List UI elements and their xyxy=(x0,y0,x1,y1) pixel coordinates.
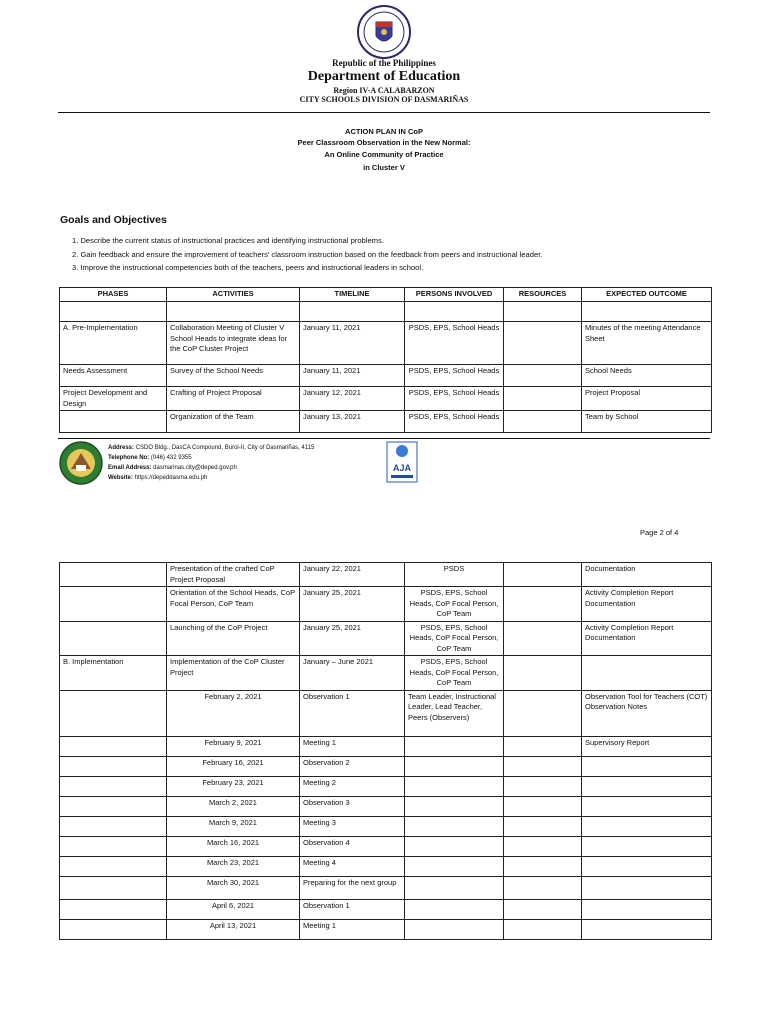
table-row xyxy=(60,587,712,622)
table-cell: Preparing for the next group xyxy=(300,876,405,899)
table-cell: January 22, 2021 xyxy=(300,563,405,587)
email-value: dasmarinas.city@deped.gov.ph xyxy=(153,465,237,471)
objective-item: 1. Describe the current status of instructional practices and identifying instructional problems. xyxy=(72,236,384,245)
table-cell xyxy=(504,816,582,836)
division-label: CITY SCHOOLS DIVISION OF DASMARIÑAS xyxy=(299,95,469,104)
republic-label: Republic of the Philippines xyxy=(332,58,436,68)
table-row xyxy=(60,756,712,776)
table-cell xyxy=(60,563,167,587)
table-cell: Supervisory Report xyxy=(582,736,712,756)
column-header: PHASES xyxy=(60,288,167,302)
table-row xyxy=(60,411,712,433)
table-cell xyxy=(504,756,582,776)
table-cell xyxy=(405,856,504,876)
table-cell xyxy=(60,856,167,876)
column-header: TIMELINE xyxy=(300,288,405,302)
department-title: Department of Education xyxy=(307,69,461,84)
table-cell: January 25, 2021 xyxy=(300,621,405,656)
objective-item: 3. Improve the instructional competencies both of the teachers, peers and instructional leaders in school. xyxy=(72,263,424,272)
table-cell xyxy=(504,736,582,756)
table-cell xyxy=(504,621,582,656)
table-cell xyxy=(504,563,582,587)
region-label: Region IV-A CALABARZON xyxy=(333,86,435,95)
table-cell xyxy=(405,919,504,939)
table-cell xyxy=(60,816,167,836)
table-cell: April 13, 2021 xyxy=(167,919,300,939)
table-cell xyxy=(405,899,504,919)
table-cell: Crafting of Project Proposal xyxy=(167,387,300,411)
table-cell xyxy=(504,365,582,387)
table-cell xyxy=(582,656,712,691)
table-cell xyxy=(405,876,504,899)
table-row xyxy=(60,387,712,411)
table-cell xyxy=(504,587,582,622)
table-cell: Observation 4 xyxy=(300,836,405,856)
table-row xyxy=(60,322,712,365)
table-row xyxy=(60,621,712,656)
goals-heading: Goals and Objectives xyxy=(60,214,167,226)
table-cell: Observation Tool for Teachers (COT) Observation Notes xyxy=(582,690,712,736)
table-row xyxy=(60,690,712,736)
table-cell: April 6, 2021 xyxy=(167,899,300,919)
table-cell: January – June 2021 xyxy=(300,656,405,691)
table-cell: January 13, 2021 xyxy=(300,411,405,433)
table-row xyxy=(60,736,712,756)
table-cell xyxy=(582,876,712,899)
table-row xyxy=(60,302,712,322)
web-label: Website: xyxy=(108,475,133,481)
table-cell xyxy=(60,756,167,776)
table-cell xyxy=(582,856,712,876)
header-divider xyxy=(58,112,710,113)
title-line-3: An Online Community of Practice xyxy=(324,150,444,159)
table-cell: Project Development and Design xyxy=(60,387,167,411)
column-header: ACTIVITIES xyxy=(167,288,300,302)
table-cell xyxy=(504,656,582,691)
table-cell xyxy=(504,836,582,856)
title-line-2: Peer Classroom Observation in the New Normal: xyxy=(297,138,471,147)
table-row xyxy=(60,365,712,387)
table-cell xyxy=(405,756,504,776)
table-row xyxy=(60,776,712,796)
table-cell xyxy=(405,836,504,856)
table-cell xyxy=(504,690,582,736)
table-cell: Meeting 4 xyxy=(300,856,405,876)
table-cell xyxy=(504,856,582,876)
table-cell: January 12, 2021 xyxy=(300,387,405,411)
table-cell: Survey of the School Needs xyxy=(167,365,300,387)
table-cell xyxy=(504,387,582,411)
table-row xyxy=(60,656,712,691)
table-row xyxy=(60,919,712,939)
table-cell xyxy=(504,411,582,433)
table-cell: Observation 1 xyxy=(300,690,405,736)
table-cell: Collaboration Meeting of Cluster V School Heads to integrate ideas for the CoP Cluster Project xyxy=(167,322,300,365)
table-cell xyxy=(405,816,504,836)
table-cell xyxy=(60,919,167,939)
table-cell: February 2, 2021 xyxy=(167,690,300,736)
table-row xyxy=(60,816,712,836)
table-row xyxy=(60,876,712,899)
table-cell: Team Leader, Instructional Leader, Lead Teacher, Peers (Observers) xyxy=(405,690,504,736)
table-cell: February 23, 2021 xyxy=(167,776,300,796)
table-cell xyxy=(60,621,167,656)
table-cell xyxy=(504,796,582,816)
table-cell: March 16, 2021 xyxy=(167,836,300,856)
table-cell: PSDS, EPS, School Heads xyxy=(405,322,504,365)
badge-text: AJA xyxy=(392,463,412,473)
table-cell xyxy=(405,736,504,756)
title-line-4: in Cluster V xyxy=(363,163,405,172)
table-cell: Orientation of the School Heads, CoP Focal Person, CoP Team xyxy=(167,587,300,622)
table-cell: March 30, 2021 xyxy=(167,876,300,899)
objective-item: 2. Gain feedback and ensure the improvement of teachers' classroom instruction based on the feedback from peers and instructional leader. xyxy=(72,250,543,259)
title-line-1: ACTION PLAN IN CoP xyxy=(345,127,423,136)
table-cell xyxy=(504,322,582,365)
table-cell xyxy=(60,836,167,856)
table-cell xyxy=(405,796,504,816)
table-cell xyxy=(504,776,582,796)
table-cell: PSDS xyxy=(405,563,504,587)
table-cell xyxy=(582,756,712,776)
table-cell: March 23, 2021 xyxy=(167,856,300,876)
table-row xyxy=(60,856,712,876)
column-header: PERSONS INVOLVED xyxy=(405,288,504,302)
table-cell: Observation 2 xyxy=(300,756,405,776)
deped-seal-logo xyxy=(354,4,414,60)
table-cell: March 2, 2021 xyxy=(167,796,300,816)
table-cell: January 11, 2021 xyxy=(300,322,405,365)
table-cell xyxy=(504,899,582,919)
table-header-row xyxy=(60,288,712,302)
address-label: Address: xyxy=(108,445,135,451)
table-cell: Team by School xyxy=(582,411,712,433)
table-cell xyxy=(60,736,167,756)
table-cell: Activity Completion Report Documentation xyxy=(582,587,712,622)
table-cell: January 25, 2021 xyxy=(300,587,405,622)
table-cell xyxy=(582,796,712,816)
aja-certification-badge xyxy=(386,441,418,489)
email-label: Email Address: xyxy=(108,465,152,471)
table-cell: Meeting 1 xyxy=(300,919,405,939)
table-cell: Activity Completion Report Documentation xyxy=(582,621,712,656)
column-header: EXPECTED OUTCOME xyxy=(582,288,712,302)
action-plan-table-page1 xyxy=(59,287,712,433)
table-cell: Project Proposal xyxy=(582,387,712,411)
table-cell xyxy=(60,690,167,736)
table-row xyxy=(60,563,712,587)
table-cell: PSDS, EPS, School Heads, CoP Focal Person, CoP Team xyxy=(405,621,504,656)
table-cell xyxy=(504,919,582,939)
table-cell: Documentation xyxy=(582,563,712,587)
table-cell xyxy=(60,899,167,919)
footer-divider xyxy=(58,438,710,439)
table-cell: Needs Assessment xyxy=(60,365,167,387)
table-cell: February 16, 2021 xyxy=(167,756,300,776)
table-cell: January 11, 2021 xyxy=(300,365,405,387)
table-cell xyxy=(582,836,712,856)
table-cell: B. Implementation xyxy=(60,656,167,691)
table-cell: PSDS, EPS, School Heads xyxy=(405,365,504,387)
table-cell: Launching of the CoP Project xyxy=(167,621,300,656)
table-cell xyxy=(60,587,167,622)
table-row xyxy=(60,899,712,919)
table-cell xyxy=(60,411,167,433)
table-cell: PSDS, EPS, School Heads xyxy=(405,411,504,433)
division-logo xyxy=(59,441,103,485)
table-cell: Implementation of the CoP Cluster Project xyxy=(167,656,300,691)
table-cell xyxy=(405,776,504,796)
phone-label: Telephone No: xyxy=(108,455,150,461)
address-value: CSDO Bldg., DasCA Compound, Burol-II, City of Dasmariñas, 4115 xyxy=(135,445,315,451)
table-row xyxy=(60,796,712,816)
table-cell: Minutes of the meeting Attendance Sheet xyxy=(582,322,712,365)
table-cell: PSDS, EPS, School Heads, CoP Focal Person, CoP Team xyxy=(405,656,504,691)
phone-value: (046) 432 9355 xyxy=(150,455,192,461)
table-cell: Observation 3 xyxy=(300,796,405,816)
table-cell xyxy=(582,919,712,939)
table-cell xyxy=(60,796,167,816)
table-cell: Organization of the Team xyxy=(167,411,300,433)
table-row xyxy=(60,836,712,856)
table-cell xyxy=(582,816,712,836)
table-cell: Meeting 3 xyxy=(300,816,405,836)
table-cell xyxy=(582,776,712,796)
table-cell xyxy=(60,876,167,899)
table-cell: March 9, 2021 xyxy=(167,816,300,836)
table-cell xyxy=(60,776,167,796)
table-cell: School Needs xyxy=(582,365,712,387)
action-plan-table-page2 xyxy=(59,562,712,940)
web-value: https://depeddasma.edu.ph xyxy=(134,475,208,481)
table-cell xyxy=(504,876,582,899)
table-cell: Meeting 1 xyxy=(300,736,405,756)
table-cell: PSDS, EPS, School Heads xyxy=(405,387,504,411)
table-cell: A. Pre-Implementation xyxy=(60,322,167,365)
table-cell: Meeting 2 xyxy=(300,776,405,796)
column-header: RESOURCES xyxy=(504,288,582,302)
page-number: Page 2 of 4 xyxy=(640,528,679,537)
table-cell: Observation 1 xyxy=(300,899,405,919)
table-cell: February 9, 2021 xyxy=(167,736,300,756)
table-cell: Presentation of the crafted CoP Project Proposal xyxy=(167,563,300,587)
page2-table-body xyxy=(60,563,712,940)
table-cell: PSDS, EPS, School Heads, CoP Focal Person, CoP Team xyxy=(405,587,504,622)
footer-contact xyxy=(108,443,314,483)
table-cell xyxy=(582,899,712,919)
